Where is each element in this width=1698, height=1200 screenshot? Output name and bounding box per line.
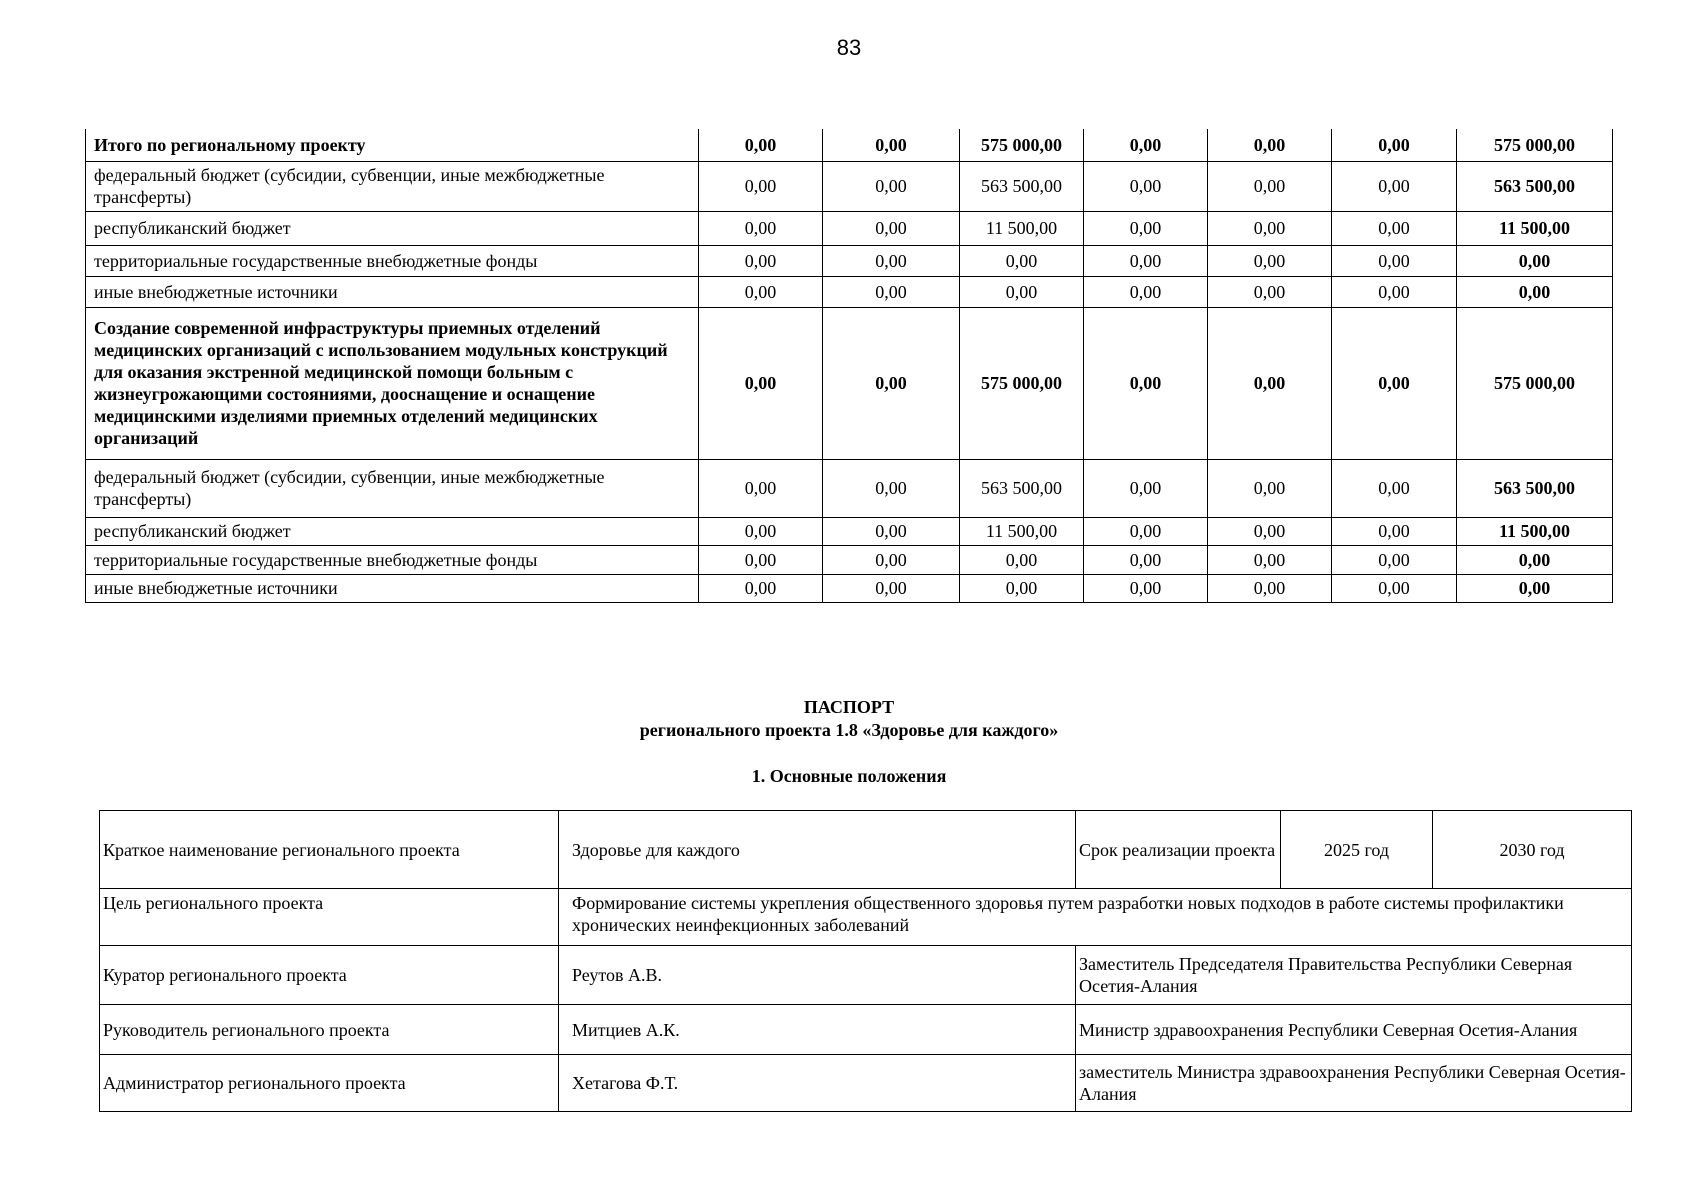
- finance-row: [86, 307, 1613, 459]
- row-total: 0,00: [1457, 545, 1613, 574]
- row-total: 0,00: [1457, 276, 1613, 307]
- short-name-row: [100, 811, 1632, 889]
- admin-row: [100, 1055, 1632, 1112]
- row-value: 0,00: [1208, 276, 1332, 307]
- row-value: 0,00: [699, 545, 823, 574]
- row-value: 0,00: [1332, 545, 1457, 574]
- curator-name: Реутов А.В.: [559, 946, 1076, 1005]
- row-value: 0,00: [699, 307, 823, 459]
- short-name-value: Здоровье для каждого: [559, 811, 1076, 889]
- row-label: федеральный бюджет (субсидии, субвенции, иные межбюджетные трансферты): [86, 459, 699, 517]
- short-name-label: Краткое наименование регионального проекта: [100, 811, 559, 889]
- project-info-table: [99, 810, 1632, 1112]
- row-value: 0,00: [1332, 245, 1457, 276]
- row-value: 0,00: [823, 545, 960, 574]
- row-total: 11 500,00: [1457, 211, 1613, 245]
- row-value: 0,00: [1208, 545, 1332, 574]
- finance-row: [86, 459, 1613, 517]
- row-value: 575 000,00: [960, 129, 1084, 161]
- admin-position: заместитель Министра здравоохранения Республики Северная Осетия-Алания: [1076, 1055, 1632, 1112]
- row-value: 0,00: [1208, 574, 1332, 602]
- row-value: 0,00: [1208, 307, 1332, 459]
- row-value: 0,00: [823, 307, 960, 459]
- page-number: 83: [836, 35, 862, 60]
- row-value: 0,00: [823, 129, 960, 161]
- row-value: 0,00: [960, 574, 1084, 602]
- row-label: иные внебюджетные источники: [86, 574, 699, 602]
- row-total: 0,00: [1457, 245, 1613, 276]
- row-value: 0,00: [1208, 245, 1332, 276]
- finance-row: [86, 211, 1613, 245]
- row-value: 0,00: [1208, 459, 1332, 517]
- row-value: 0,00: [1208, 129, 1332, 161]
- row-total: 11 500,00: [1457, 517, 1613, 545]
- section-heading: 1. Основные положения: [751, 766, 947, 786]
- row-label: территориальные государственные внебюджетные фонды: [86, 245, 699, 276]
- row-value: 0,00: [1084, 161, 1208, 211]
- row-total: 575 000,00: [1457, 129, 1613, 161]
- goal-label: Цель регионального проекта: [100, 889, 559, 946]
- row-value: 0,00: [699, 211, 823, 245]
- row-value: 0,00: [1332, 276, 1457, 307]
- head-row: [100, 1005, 1632, 1055]
- row-value: 0,00: [1084, 545, 1208, 574]
- row-value: 0,00: [1208, 517, 1332, 545]
- finance-row: [86, 545, 1613, 574]
- head-name: Митциев А.К.: [559, 1005, 1076, 1055]
- row-value: 0,00: [823, 276, 960, 307]
- row-value: 0,00: [1332, 307, 1457, 459]
- term-label: Срок реализации проекта: [1076, 811, 1281, 889]
- row-value: 0,00: [699, 245, 823, 276]
- row-value: 0,00: [823, 245, 960, 276]
- row-value: 0,00: [699, 517, 823, 545]
- term-start: 2025 год: [1281, 811, 1433, 889]
- row-label: территориальные государственные внебюджетные фонды: [86, 545, 699, 574]
- row-value: 0,00: [699, 129, 823, 161]
- row-label: республиканский бюджет: [86, 211, 699, 245]
- row-value: 563 500,00: [960, 459, 1084, 517]
- passport-title: ПАСПОРТ: [803, 697, 895, 717]
- row-value: 0,00: [1208, 211, 1332, 245]
- row-value: 0,00: [1084, 211, 1208, 245]
- passport-subtitle: регионального проекта 1.8 «Здоровье для каждого»: [639, 720, 1059, 740]
- row-total: 563 500,00: [1457, 161, 1613, 211]
- row-value: 0,00: [823, 517, 960, 545]
- finance-row: [86, 517, 1613, 545]
- term-end: 2030 год: [1433, 811, 1632, 889]
- head-position: Министр здравоохранения Республики Северная Осетия-Алания: [1076, 1005, 1632, 1055]
- row-value: 0,00: [823, 574, 960, 602]
- row-value: 11 500,00: [960, 211, 1084, 245]
- row-value: 0,00: [1332, 574, 1457, 602]
- row-label: Итого по региональному проекту: [86, 129, 699, 161]
- row-label: иные внебюджетные источники: [86, 276, 699, 307]
- finance-row: [86, 129, 1613, 161]
- row-value: 575 000,00: [960, 307, 1084, 459]
- row-value: 563 500,00: [960, 161, 1084, 211]
- row-value: 0,00: [699, 574, 823, 602]
- row-value: 0,00: [1332, 129, 1457, 161]
- row-total: 575 000,00: [1457, 307, 1613, 459]
- goal-value: Формирование системы укрепления общественного здоровья путем разработки новых подходов в работе системы профилактики хронических неинфекционных заболеваний: [559, 889, 1632, 946]
- row-value: 0,00: [1084, 129, 1208, 161]
- row-label: федеральный бюджет (субсидии, субвенции, иные межбюджетные трансферты): [86, 161, 699, 211]
- row-value: 0,00: [1332, 517, 1457, 545]
- row-value: 0,00: [823, 459, 960, 517]
- finance-table: [85, 129, 1613, 603]
- row-label: республиканский бюджет: [86, 517, 699, 545]
- curator-label: Куратор регионального проекта: [100, 946, 559, 1005]
- finance-row: [86, 161, 1613, 211]
- row-value: 11 500,00: [960, 517, 1084, 545]
- row-value: 0,00: [1084, 459, 1208, 517]
- row-value: 0,00: [699, 459, 823, 517]
- row-label: Создание современной инфраструктуры приемных отделений медицинских организаций с использованием модульных конструкций для оказания экстренной медицинской помощи больным с жизнеугрожающими состояниями, дооснащение и оснащение медицинскими изделиями приемных отделений медицинских организаций: [86, 307, 699, 459]
- row-value: 0,00: [699, 276, 823, 307]
- row-value: 0,00: [1084, 245, 1208, 276]
- head-label: Руководитель регионального проекта: [100, 1005, 559, 1055]
- row-value: 0,00: [823, 161, 960, 211]
- row-total: 563 500,00: [1457, 459, 1613, 517]
- row-total: 0,00: [1457, 574, 1613, 602]
- row-value: 0,00: [1332, 211, 1457, 245]
- admin-name: Хетагова Ф.Т.: [559, 1055, 1076, 1112]
- row-value: 0,00: [823, 211, 960, 245]
- finance-row: [86, 276, 1613, 307]
- row-value: 0,00: [1084, 517, 1208, 545]
- row-value: 0,00: [1084, 574, 1208, 602]
- row-value: 0,00: [1332, 459, 1457, 517]
- row-value: 0,00: [960, 276, 1084, 307]
- row-value: 0,00: [960, 245, 1084, 276]
- curator-row: [100, 946, 1632, 1005]
- row-value: 0,00: [1084, 307, 1208, 459]
- admin-label: Администратор регионального проекта: [100, 1055, 559, 1112]
- curator-position: Заместитель Председателя Правительства Республики Северная Осетия-Алания: [1076, 946, 1632, 1005]
- finance-row: [86, 245, 1613, 276]
- row-value: 0,00: [960, 545, 1084, 574]
- finance-row: [86, 574, 1613, 602]
- goal-row: [100, 889, 1632, 946]
- row-value: 0,00: [1332, 161, 1457, 211]
- row-value: 0,00: [699, 161, 823, 211]
- row-value: 0,00: [1084, 276, 1208, 307]
- row-value: 0,00: [1208, 161, 1332, 211]
